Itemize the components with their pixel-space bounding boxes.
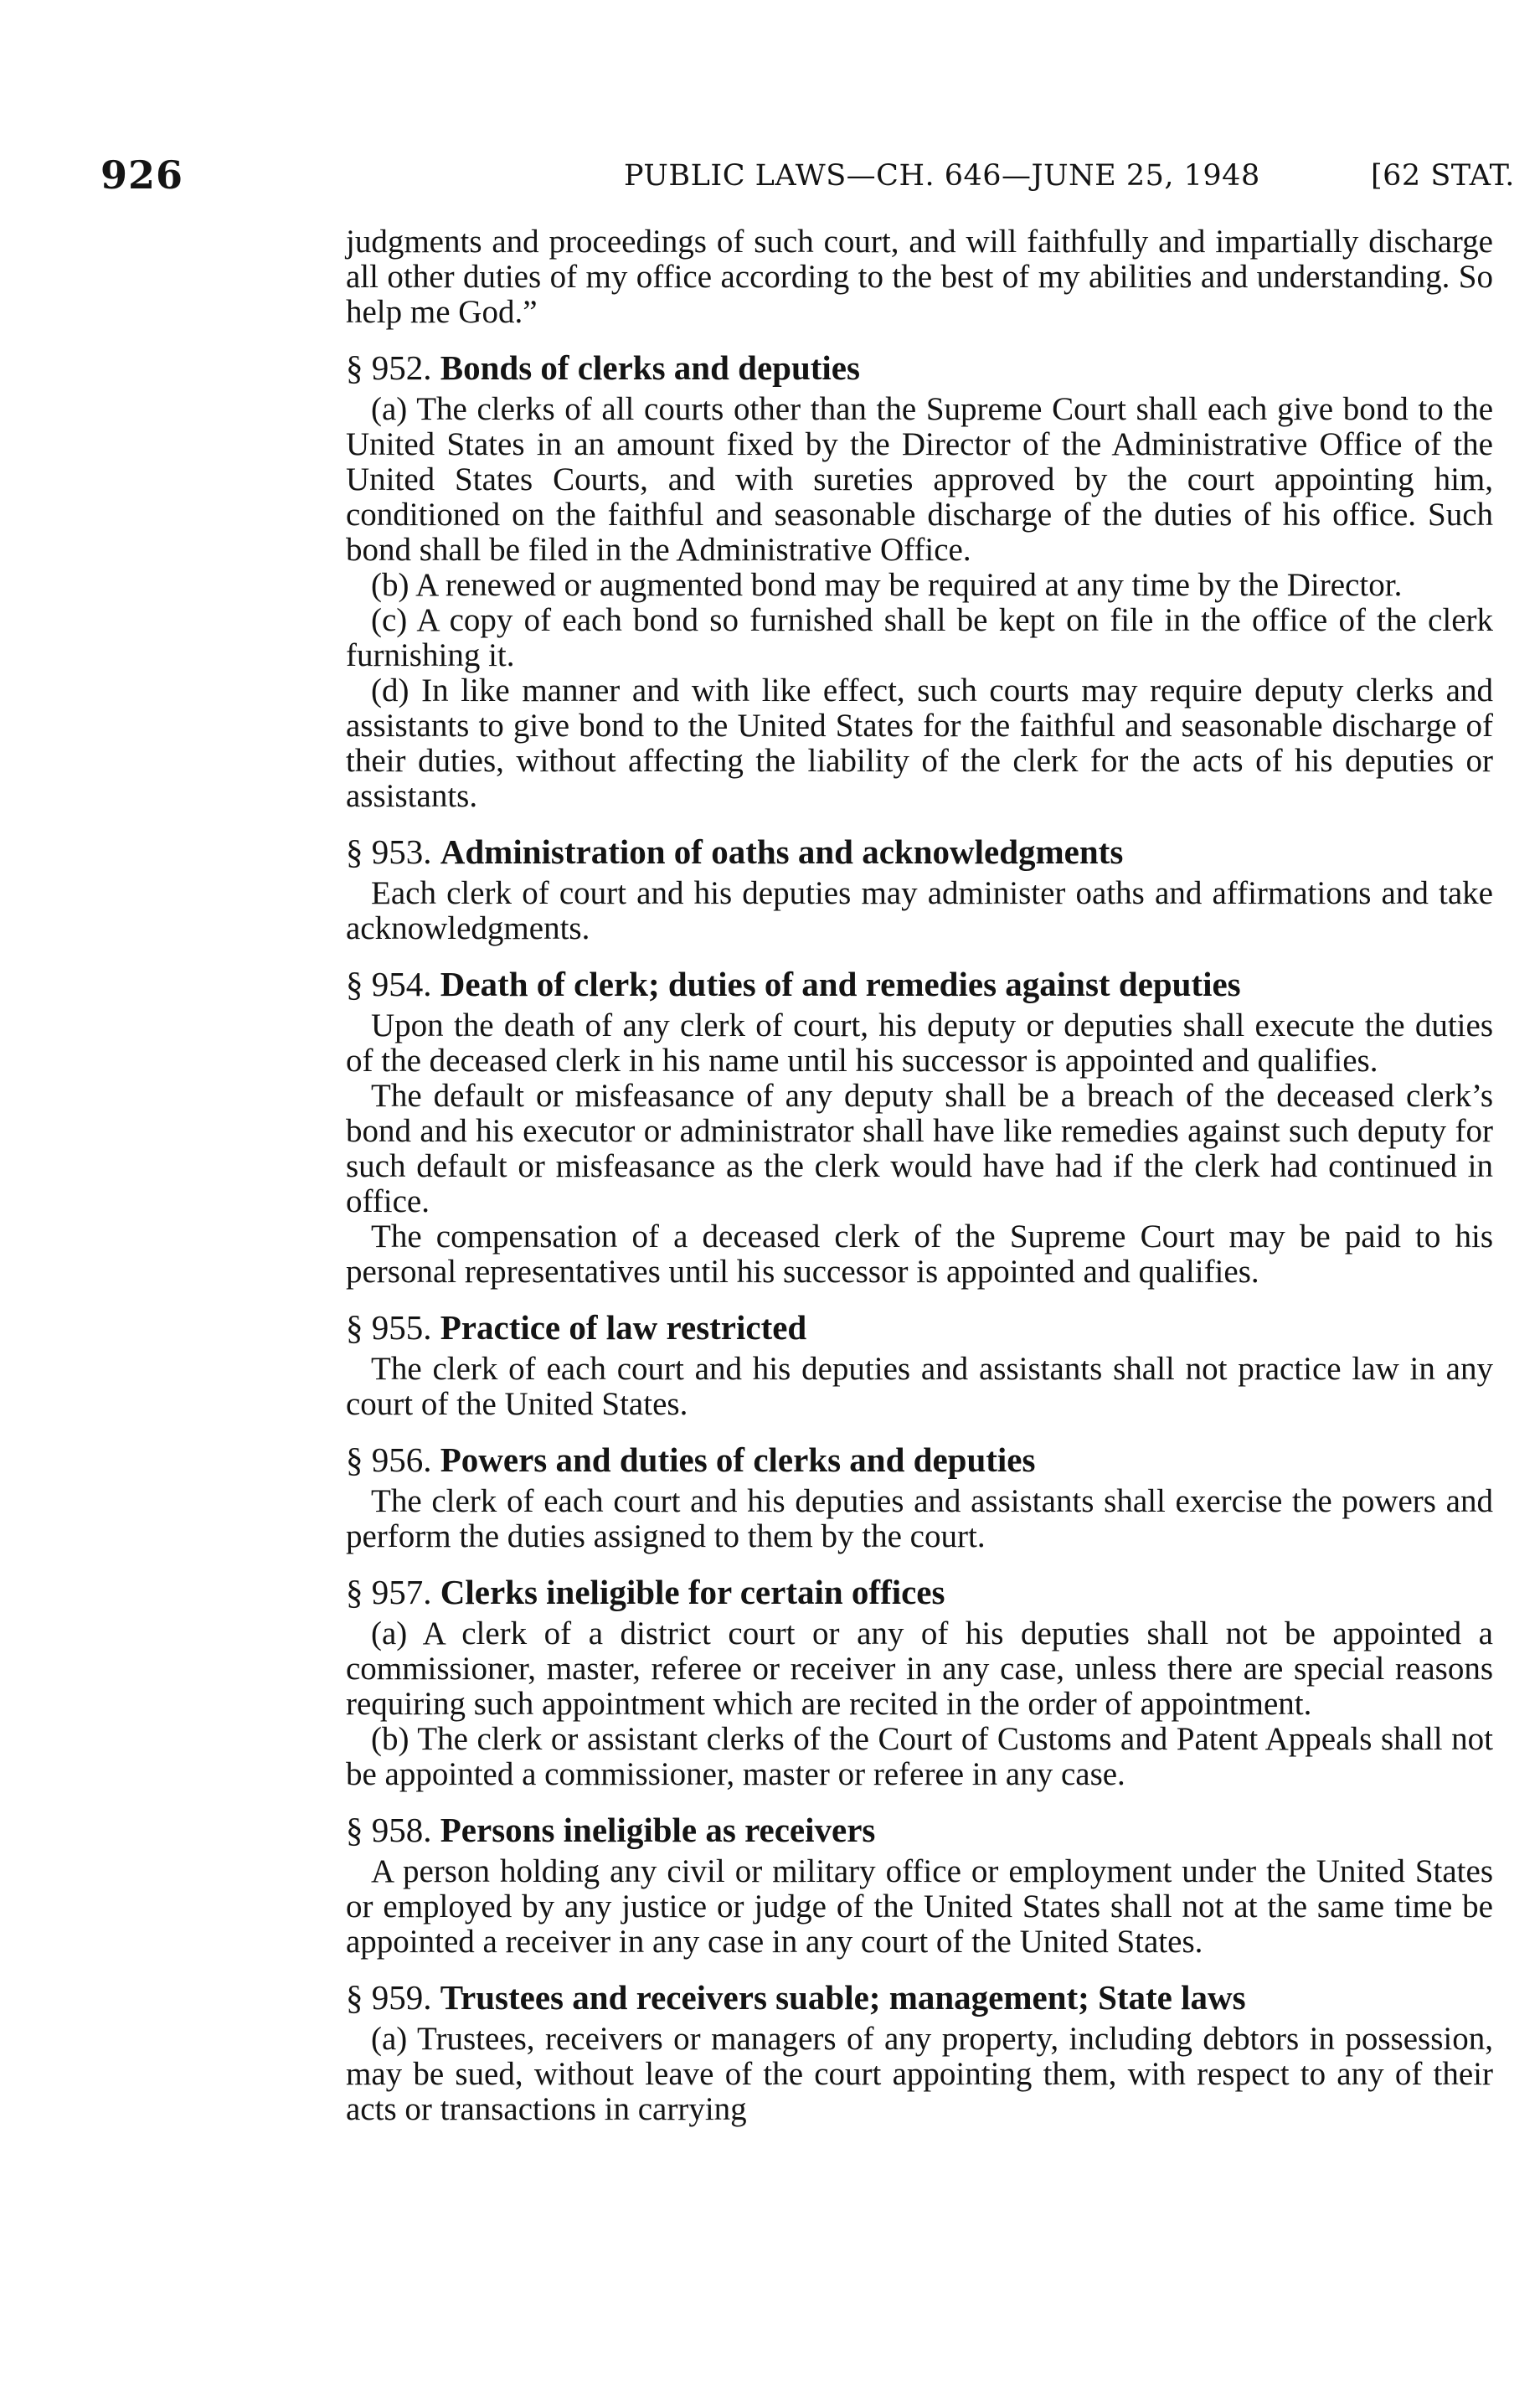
section-paragraph: The default or misfeasance of any deputy shall be a breach of the deceased clerk’s bond and his executor or administrator shall have like remedies against such deputy for such default or misfeasance as the clerk would have had if the clerk had continued in office.	[346, 1078, 1493, 1219]
section-paragraph: Each clerk of court and his deputies may administer oaths and affirmations and take acknowledgments.	[346, 875, 1493, 946]
section-heading	[346, 1308, 1493, 1347]
section-number: § 958.	[346, 1811, 432, 1849]
section-paragraph: (b) The clerk or assistant clerks of the Court of Customs and Patent Appeals shall not be appointed a commissioner, master or referee in any case.	[346, 1721, 1493, 1792]
section-number: § 952.	[346, 348, 432, 387]
section-heading	[346, 1573, 1493, 1611]
section-title: Bonds of clerks and deputies	[440, 348, 860, 387]
section-954	[346, 965, 1493, 1290]
section-title: Trustees and receivers suable; management; State laws	[440, 1978, 1246, 2017]
section-paragraph: Upon the death of any clerk of court, his deputy or deputies shall execute the duties of the deceased clerk in his name until his successor is appointed and qualifies.	[346, 1007, 1493, 1079]
section-paragraph: (a) Trustees, receivers or managers of any property, including debtors in possession, may be sued, without leave of the court appointing them, with respect to any of their acts or transactions in carrying	[346, 2021, 1493, 2127]
section-paragraph: (b) A renewed or augmented bond may be required at any time by the Director.	[371, 567, 1403, 603]
section-paragraph: A person holding any civil or military office or employment under the United States or employed by any justice or judge of the United States shall not at the same time be appointed a receiver in any case in any court of the United States.	[346, 1853, 1493, 1960]
section-paragraph: The compensation of a deceased clerk of the Supreme Court may be paid to his personal representatives until his successor is appointed and qualifies.	[346, 1219, 1493, 1290]
section-paragraph: (c) A copy of each bond so furnished shall be kept on file in the office of the clerk furnishing it.	[346, 602, 1493, 673]
volume-reference: [62 STAT.	[1371, 159, 1515, 193]
section-number: § 957.	[346, 1573, 432, 1611]
section-958	[346, 1811, 1493, 1960]
page-number: 926	[100, 152, 184, 198]
section-title: Persons ineligible as receivers	[440, 1811, 876, 1849]
section-paragraph: (d) In like manner and with like effect, such courts may require deputy clerks and assistants to give bond to the United States for the faithful and seasonable discharge of their duties, without affecting the liability of the clerk for the acts of his deputies or assistants.	[346, 672, 1493, 814]
section-953	[346, 832, 1493, 946]
running-head: PUBLIC LAWS—CH. 646—JUNE 25, 1948	[624, 159, 1260, 193]
section-number: § 956.	[346, 1440, 432, 1479]
section-title: Practice of law restricted	[440, 1308, 807, 1347]
document-body	[346, 224, 1493, 2127]
section-title: Clerks ineligible for certain offices	[440, 1573, 945, 1611]
section-956	[346, 1440, 1493, 1554]
section-959	[346, 1978, 1493, 2127]
section-paragraph: The clerk of each court and his deputies and assistants shall exercise the powers and perform the duties assigned to them by the court.	[346, 1483, 1493, 1554]
continued-paragraph: judgments and proceedings of such court, and will faithfully and impartially discharge all other duties of my office according to the best of my abilities and understanding. So help me God.”	[346, 224, 1493, 330]
section-heading	[346, 965, 1493, 1003]
section-heading	[346, 1978, 1493, 2017]
section-title: Administration of oaths and acknowledgments	[440, 832, 1124, 871]
section-number: § 953.	[346, 832, 432, 871]
section-957	[346, 1573, 1493, 1792]
section-heading	[346, 348, 1493, 387]
section-heading	[346, 1440, 1493, 1479]
section-952	[346, 348, 1493, 814]
section-number: § 959.	[346, 1978, 432, 2017]
section-heading	[346, 832, 1493, 871]
section-paragraph: (a) The clerks of all courts other than the Supreme Court shall each give bond to the United States in an amount fixed by the Director of the Administrative Office of the United States Courts, and with sureties approved by the court appointing him, conditioned on the faithful and seasonable discharge of the duties of his office. Such bond shall be filed in the Administrative Office.	[346, 391, 1493, 568]
section-paragraph: The clerk of each court and his deputies and assistants shall not practice law in any court of the United States.	[346, 1351, 1493, 1422]
section-paragraph: (a) A clerk of a district court or any of his deputies shall not be appointed a commissioner, master, referee or receiver in any case, unless there are special reasons requiring such appointment which are recited in the order of appointment.	[346, 1615, 1493, 1722]
section-title: Powers and duties of clerks and deputies	[440, 1440, 1036, 1479]
section-heading	[346, 1811, 1493, 1849]
section-number: § 954.	[346, 965, 432, 1003]
section-955	[346, 1308, 1493, 1422]
section-title: Death of clerk; duties of and remedies against deputies	[440, 965, 1241, 1003]
section-number: § 955.	[346, 1308, 432, 1347]
